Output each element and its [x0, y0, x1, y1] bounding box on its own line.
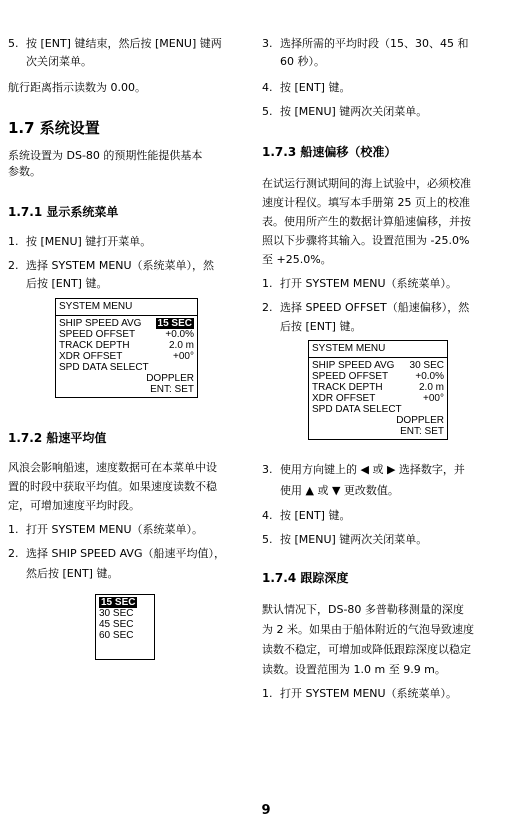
body-text: 照以下步骤将其输入。设置范围为 -25.0% — [262, 234, 470, 247]
body-text: 置的时段中获取平均值。如果速度读数不稳 — [8, 480, 217, 493]
menu-row — [309, 393, 447, 404]
list-item-text: 次关闭菜单。 — [26, 55, 92, 68]
menu-row-label: XDR OFFSET — [312, 393, 376, 404]
menu-row-label: TRACK DEPTH — [59, 340, 130, 351]
list-item-text: 按 [MENU] 键两次关闭菜单。 — [280, 105, 428, 118]
section-heading: 1.7 系统设置 — [8, 119, 100, 137]
list-number: 1. — [262, 277, 273, 290]
list-item-text: 打开 SYSTEM MENU（系统菜单）。 — [26, 523, 204, 536]
subsection-heading: 1.7.3 船速偏移（校准） — [262, 145, 397, 159]
body-text: 定，可增加速度平均时段。 — [8, 499, 140, 512]
option-label: 15 SEC — [101, 597, 136, 608]
menu-row-value: +0.0% — [415, 371, 444, 382]
list-number: 2. — [262, 301, 273, 314]
list-item-text: 按 [MENU] 键两次关闭菜单。 — [280, 533, 428, 546]
list-item-text: 打开 SYSTEM MENU（系统菜单）。 — [280, 687, 458, 700]
menu-row-label: SPD DATA SELECT — [59, 362, 149, 373]
menu-row — [56, 340, 197, 351]
subsection-heading: 1.7.1 显示系统菜单 — [8, 205, 119, 219]
list-item-text: 后按 [ENT] 键。 — [26, 277, 108, 290]
menu-row-value: DOPPLER — [396, 415, 444, 426]
menu-row-value: +0.0% — [165, 329, 194, 340]
menu-row-value: ENT: SET — [150, 384, 194, 395]
list-number: 1. — [8, 523, 19, 536]
menu-row — [56, 329, 197, 340]
list-item-text: 后按 [ENT] 键。 — [280, 320, 362, 333]
body-text: 在试运行测试期间的海上试验中，必须校准 — [262, 177, 471, 190]
list-number: 4. — [262, 509, 273, 522]
menu-row — [56, 373, 197, 384]
subsection-heading: 1.7.2 船速平均值 — [8, 431, 107, 445]
option-item: 30 SEC — [99, 608, 134, 619]
list-number: 5. — [8, 37, 19, 50]
menu-row-label: SHIP SPEED AVG — [59, 318, 142, 329]
system-menu-screen — [308, 340, 448, 440]
list-item-text: 按 [ENT] 键。 — [280, 81, 351, 94]
list-number: 2. — [8, 259, 19, 272]
menu-row-value: +00° — [173, 351, 194, 362]
menu-row-label: SPD DATA SELECT — [312, 404, 402, 415]
list-item-text: 选择 SHIP SPEED AVG（船速平均值）， — [26, 547, 225, 560]
menu-rows — [56, 316, 197, 397]
menu-row-value: +00° — [423, 393, 444, 404]
page-number: 9 — [261, 803, 271, 818]
menu-row-label: TRACK DEPTH — [312, 382, 383, 393]
list-item-text: 使用方向键上的 ◀ 或 ▶ 选择数字，并 — [280, 463, 465, 476]
menu-row-value: 30 SEC — [409, 360, 444, 371]
average-options-screen — [95, 594, 155, 660]
body-text: 为 2 米。如果由于船体附近的气泡导致速度 — [262, 623, 474, 636]
list-number: 1. — [262, 687, 273, 700]
menu-row-value: 2.0 m — [418, 382, 444, 393]
list-item-text: 然后按 [ENT] 键。 — [26, 567, 119, 580]
menu-row — [56, 362, 197, 373]
option-item: 45 SEC — [99, 619, 134, 630]
list-item-text: 选择 SPEED OFFSET（船速偏移），然 — [280, 301, 470, 314]
body-text: 航行距离指示读数为 0.00。 — [8, 81, 146, 94]
body-text: 默认情况下，DS-80 多普勒移测量的深度 — [262, 603, 464, 616]
menu-row-value-selected: 15 SEC — [157, 318, 192, 329]
list-item-text: 选择所需的平均时段（15、30、45 和 — [280, 37, 469, 50]
system-menu-screen — [55, 298, 198, 398]
option-item: 60 SEC — [99, 630, 134, 641]
menu-row-label: SPEED OFFSET — [59, 329, 136, 340]
list-item-text: 使用 ▲ 或 ▼ 更改数值。 — [280, 484, 399, 497]
menu-title: SYSTEM MENU — [56, 299, 197, 316]
list-number: 3. — [262, 463, 273, 476]
list-number: 2. — [8, 547, 19, 560]
body-text: 至 +25.0%。 — [262, 253, 332, 266]
body-text: 系统设置为 DS-80 的预期性能提供基本 — [8, 149, 203, 162]
list-item-text: 按 [MENU] 键打开菜单。 — [26, 235, 152, 248]
menu-row-value: 2.0 m — [168, 340, 194, 351]
list-number: 5. — [262, 105, 273, 118]
menu-row — [56, 318, 197, 329]
menu-row — [309, 382, 447, 393]
menu-row — [56, 384, 197, 395]
list-number: 3. — [262, 37, 273, 50]
menu-row — [309, 404, 447, 415]
menu-row — [309, 360, 447, 371]
list-item-text: 打开 SYSTEM MENU（系统菜单）。 — [280, 277, 458, 290]
menu-row-label: XDR OFFSET — [59, 351, 123, 362]
menu-rows — [309, 358, 447, 439]
menu-row — [309, 426, 447, 437]
body-text: 速度计程仪。填写本手册第 25 页上的校准 — [262, 196, 470, 209]
list-item-text: 60 秒）。 — [280, 55, 325, 68]
menu-title: SYSTEM MENU — [309, 341, 447, 358]
menu-row-label: SHIP SPEED AVG — [312, 360, 395, 371]
list-number: 4. — [262, 81, 273, 94]
option-item-selected — [99, 597, 151, 608]
body-text: 读数不稳定，可增加或降低跟踪深度以稳定 — [262, 643, 471, 656]
menu-row-value: ENT: SET — [400, 426, 444, 437]
body-text: 读数。设置范围为 1.0 m 至 9.9 m。 — [262, 663, 446, 676]
menu-row-label: SPEED OFFSET — [312, 371, 389, 382]
body-text: 表。使用所产生的数据计算船速偏移，并按 — [262, 215, 471, 228]
menu-row — [309, 371, 447, 382]
body-text: 参数。 — [8, 165, 41, 178]
list-item-text: 按 [ENT] 键。 — [280, 509, 351, 522]
body-text: 风浪会影响船速，速度数据可在本菜单中设 — [8, 461, 217, 474]
menu-row — [56, 351, 197, 362]
menu-row-value: DOPPLER — [146, 373, 194, 384]
list-item-text: 选择 SYSTEM MENU（系统菜单），然 — [26, 259, 215, 272]
list-item-text: 按 [ENT] 键结束，然后按 [MENU] 键两 — [26, 37, 222, 50]
subsection-heading: 1.7.4 跟踪深度 — [262, 571, 349, 585]
menu-row — [309, 415, 447, 426]
list-number: 1. — [8, 235, 19, 248]
list-number: 5. — [262, 533, 273, 546]
